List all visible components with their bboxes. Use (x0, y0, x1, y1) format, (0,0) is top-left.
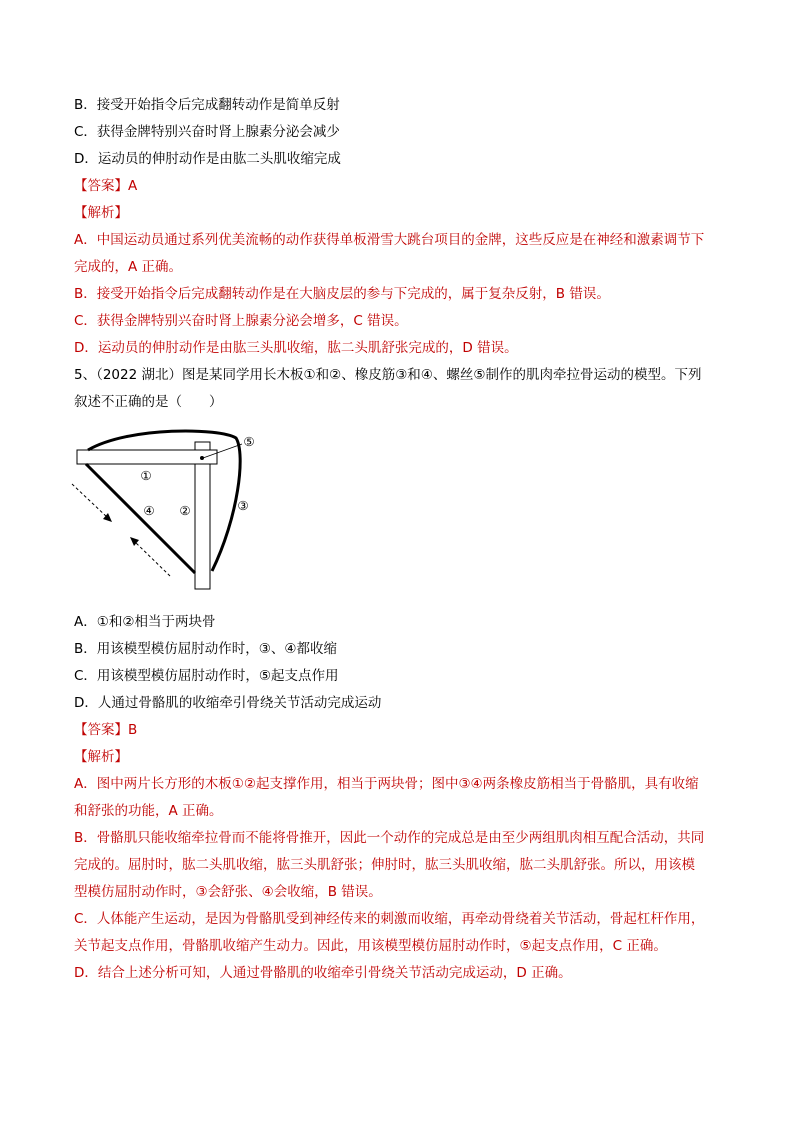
q5-analysis-line: D．结合上述分析可知，人通过骨骼肌的收缩牵引骨绕关节活动完成运动，D 正确。 (74, 965, 572, 981)
q5-option-a: A．①和②相当于两块骨 (74, 614, 216, 630)
question-stem: 5、（2022 湖北）图是某同学用长木板①和②、橡皮筋③和④、螺丝⑤制作的肌肉牵拉骨运动的模型。下列 (74, 367, 702, 383)
analysis-line: D．运动员的伸肘动作是由肱三头肌收缩，肱二头肌舒张完成的，D 错误。 (74, 340, 518, 356)
q5-analysis-line: 型模仿屈肘动作时，③会舒张、④会收缩，B 错误。 (74, 884, 382, 900)
option-b: B．接受开始指令后完成翻转动作是简单反射 (74, 97, 340, 113)
question-stem: 叙述不正确的是（ ） (74, 394, 223, 410)
label-screw-5: ⑤ (243, 434, 255, 449)
muscle-model-figure (70, 428, 280, 594)
q5-answer-line (74, 721, 137, 739)
option-d: D．运动员的伸肘动作是由肱二头肌收缩完成 (74, 151, 341, 167)
option-c: C．获得金牌特别兴奋时肾上腺素分泌会减少 (74, 124, 340, 140)
q5-analysis-line: C．人体能产生运动，是因为骨骼肌受到神经传来的刺激而收缩，再牵动骨绕着关节活动，骨起杠杆作用， (74, 911, 705, 927)
q5-analysis-line: 关节起支点作用，骨骼肌收缩产生动力。因此，用该模型模仿屈肘动作时，⑤起支点作用，C 正确。 (74, 938, 667, 954)
q5-option-d: D．人通过骨骼肌的收缩牵引骨绕关节活动完成运动 (74, 695, 382, 711)
q5-option-c: C．用该模型模仿屈肘动作时，⑤起支点作用 (74, 668, 339, 684)
q5-analysis-line: 完成的。屈肘时，肱二头肌收缩，肱三头肌舒张；伸肘时，肱三头肌收缩，肱二头肌舒张。所以，用该模 (74, 857, 695, 873)
analysis-tag: 【解析】 (74, 205, 128, 221)
analysis-line: A．中国运动员通过系列优美流畅的动作获得单板滑雪大跳台项目的金牌，这些反应是在神经和激素调节下 (74, 232, 705, 248)
label-band-4: ④ (143, 503, 155, 518)
analysis-line: C．获得金牌特别兴奋时肾上腺素分泌会增多，C 错误。 (74, 313, 408, 329)
q5-analysis-line: A．图中两片长方形的木板①②起支撑作用，相当于两块骨；图中③④两条橡皮筋相当于骨骼肌，具有收缩 (74, 776, 699, 792)
answer-value: A (128, 178, 138, 194)
board-1 (77, 450, 217, 464)
analysis-line: 完成的，A 正确。 (74, 259, 183, 275)
q5-analysis-tag: 【解析】 (74, 749, 128, 765)
arrow-up-left (134, 541, 170, 576)
arrow-down-right (72, 484, 108, 518)
q5-analysis-line: B．骨骼肌只能收缩牵拉骨而不能将骨推开，因此一个动作的完成总是由至少两组肌肉相互配合活动，共同 (74, 830, 705, 846)
answer-tag: 【答案】 (74, 722, 128, 738)
q5-option-b: B．用该模型模仿屈肘动作时，③、④都收缩 (74, 641, 337, 657)
analysis-line: B．接受开始指令后完成翻转动作是在大脑皮层的参与下完成的，属于复杂反射，B 错误。 (74, 286, 610, 302)
label-band-3: ③ (237, 498, 249, 513)
answer-tag: 【答案】 (74, 178, 128, 194)
answer-line (74, 177, 137, 195)
q5-analysis-line: 和舒张的功能，A 正确。 (74, 803, 223, 819)
label-board-2: ② (179, 503, 191, 518)
answer-value: B (128, 722, 138, 738)
label-board-1: ① (140, 468, 152, 483)
